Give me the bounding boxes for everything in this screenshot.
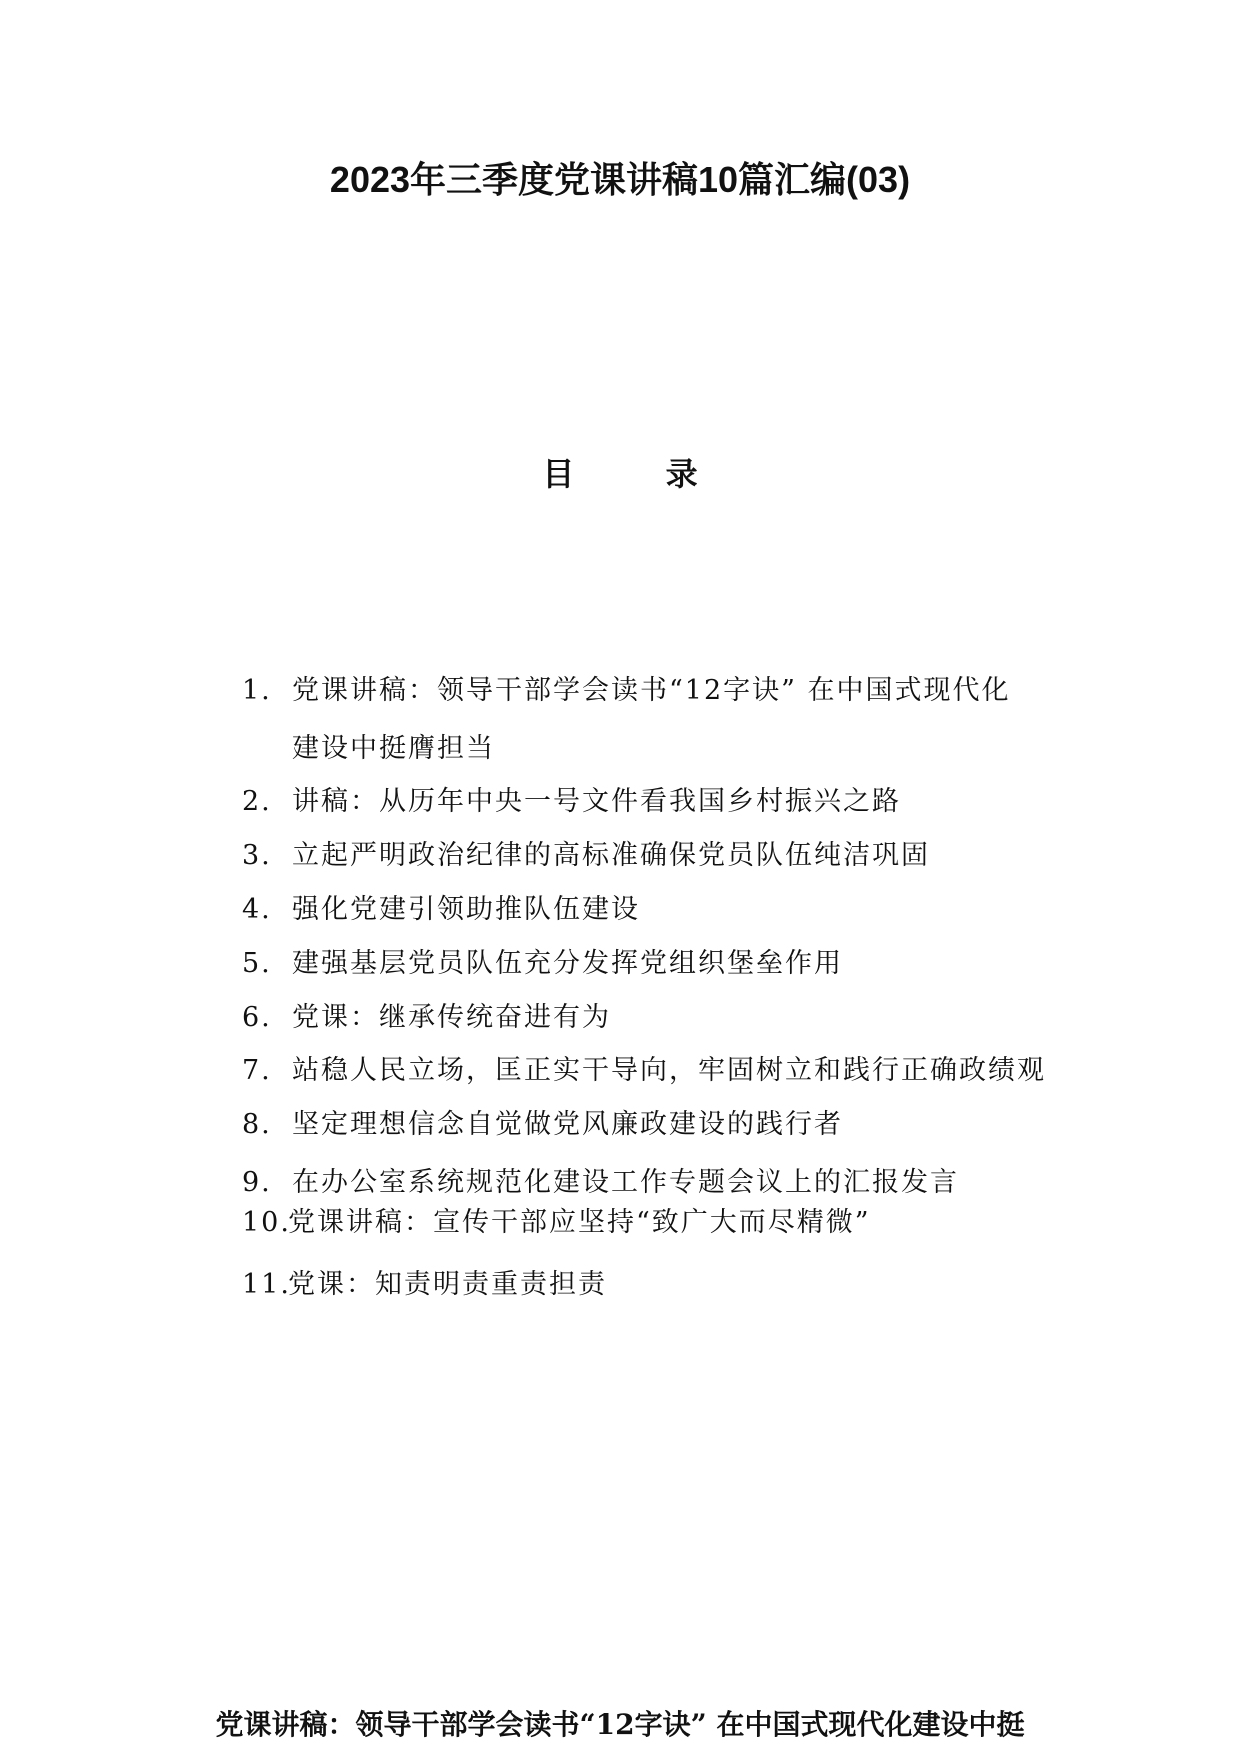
toc-item-number: 2. — [242, 786, 272, 817]
toc-item-7[interactable] — [242, 1051, 1046, 1091]
toc-heading: 目 录 — [542, 455, 738, 493]
toc-item-number: 1. — [242, 675, 272, 706]
toc-item-number: 6. — [242, 1002, 272, 1033]
toc-item-number: 11. — [242, 1269, 291, 1300]
toc-item-text: 党课：继承传统奋进有为 — [292, 1002, 611, 1033]
toc-item-3[interactable] — [242, 836, 930, 876]
toc-item-number: 5. — [242, 948, 272, 979]
toc-item-1-continuation[interactable] — [292, 729, 495, 769]
toc-item-text: 强化党建引领助推队伍建设 — [292, 894, 640, 925]
toc-item-10[interactable] — [242, 1203, 871, 1243]
toc-item-number: 3. — [242, 840, 272, 871]
toc-item-number: 4. — [242, 894, 272, 925]
toc-item-text: 党课讲稿：领导干部学会读书“12字诀” 在中国式现代化 — [292, 675, 1011, 706]
toc-item-9[interactable] — [242, 1163, 959, 1203]
toc-item-number: 7. — [242, 1055, 272, 1086]
toc-item-text: 建设中挺膺担当 — [292, 733, 495, 764]
toc-item-number: 10. — [242, 1207, 291, 1238]
toc-item-number: 8. — [242, 1109, 272, 1140]
toc-item-8[interactable] — [242, 1105, 843, 1145]
toc-item-4[interactable] — [242, 890, 640, 930]
toc-item-text: 坚定理想信念自觉做党风廉政建设的践行者 — [292, 1109, 843, 1140]
toc-item-text: 党课：知责明责重责担责 — [288, 1269, 607, 1300]
toc-item-text: 在办公室系统规范化建设工作专题会议上的汇报发言 — [292, 1167, 959, 1198]
toc-item-text: 建强基层党员队伍充分发挥党组织堡垒作用 — [292, 948, 843, 979]
toc-item-2[interactable] — [242, 782, 901, 822]
toc-item-5[interactable] — [242, 944, 843, 984]
toc-item-6[interactable] — [242, 998, 611, 1038]
toc-item-1[interactable] — [242, 671, 1011, 711]
document-title: 2023年三季度党课讲稿10篇汇编(03) — [329, 159, 911, 200]
toc-item-11[interactable] — [242, 1265, 607, 1305]
toc-item-text: 立起严明政治纪律的高标准确保党员队伍纯洁巩固 — [292, 840, 930, 871]
toc-item-text: 讲稿：从历年中央一号文件看我国乡村振兴之路 — [292, 786, 901, 817]
toc-item-text: 站稳人民立场，匡正实干导向，牢固树立和践行正确政绩观 — [292, 1055, 1046, 1086]
toc-item-text: 党课讲稿：宣传干部应坚持“致广大而尽精微” — [288, 1207, 871, 1238]
toc-item-number: 9. — [242, 1167, 272, 1198]
next-section-title: 党课讲稿：领导干部学会读书“12字诀” 在中国式现代化建设中挺 — [215, 1708, 1025, 1741]
